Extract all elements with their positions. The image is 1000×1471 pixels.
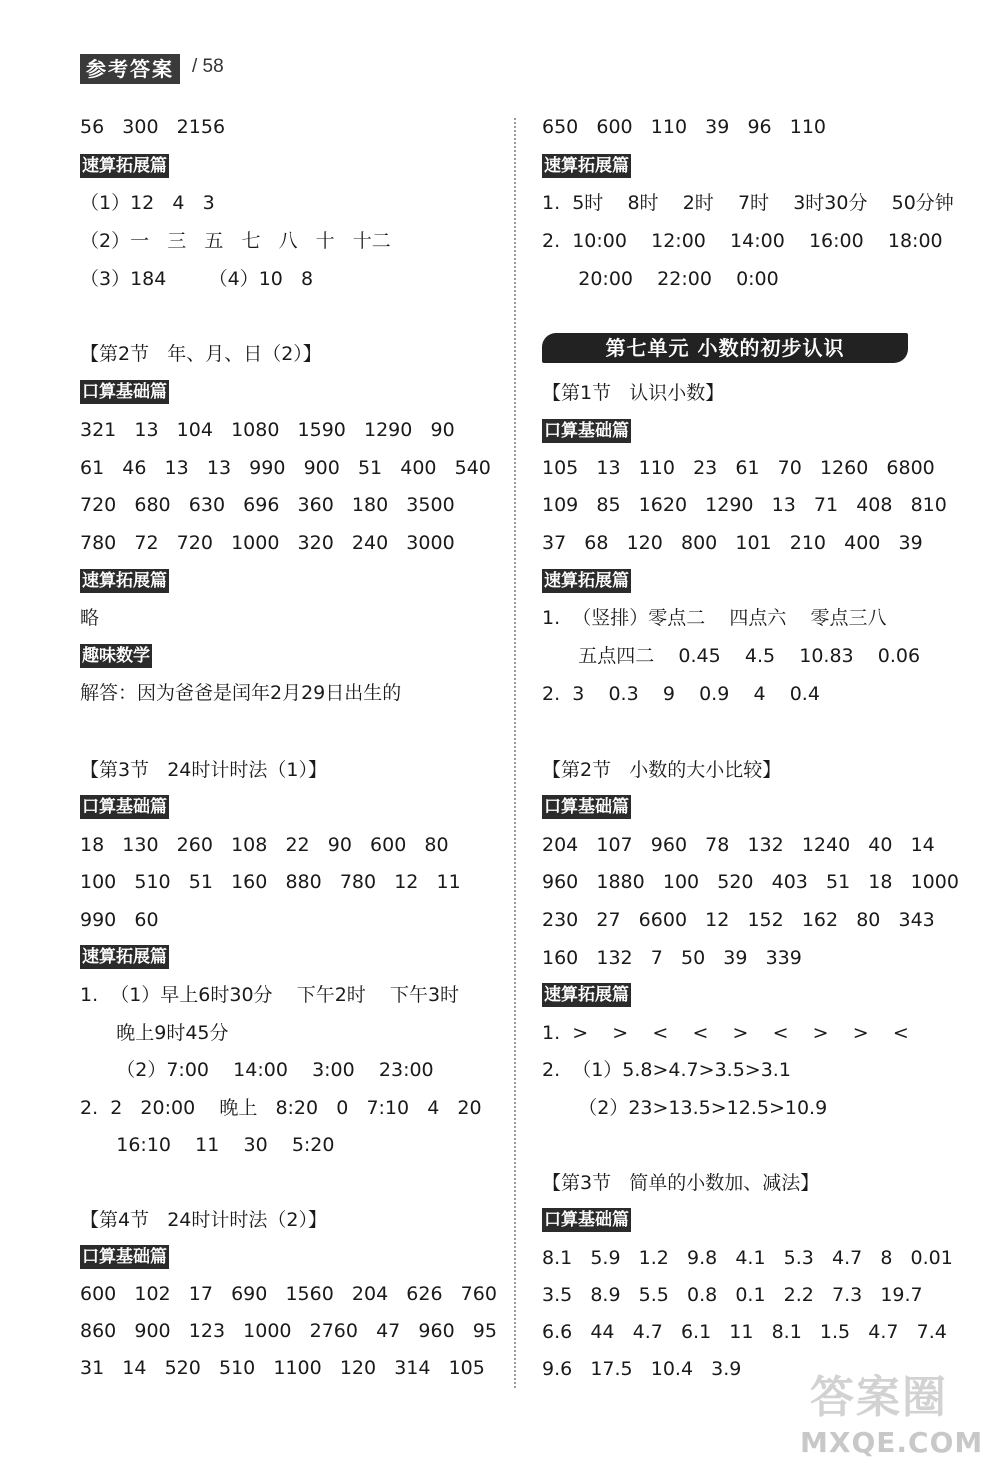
badge-speed-extension: 速算拓展篇 [544, 156, 629, 176]
answer-line: 2. 10:00 12:00 14:00 16:00 18:00 [542, 230, 943, 252]
answer-line: 990 60 [80, 909, 159, 931]
answer-line: 6.6 44 4.7 6.1 11 8.1 1.5 4.7 7.4 [542, 1321, 947, 1343]
answer-line: 20:00 22:00 0:00 [542, 268, 779, 290]
section-heading: 【第4节 24时计时法（2）】 [80, 1209, 327, 1231]
answer-line: 109 85 1620 1290 13 71 408 810 [542, 494, 947, 516]
answer-line: 3.5 8.9 5.5 0.8 0.1 2.2 7.3 19.7 [542, 1284, 923, 1306]
answer-line: 100 510 51 160 880 780 12 11 [80, 871, 461, 893]
badge-oral-basics: 口算基础篇 [544, 1210, 629, 1230]
answer-line: 720 680 630 696 360 180 3500 [80, 494, 455, 516]
badge-oral-basics: 口算基础篇 [544, 797, 629, 817]
answer-line: 1. 5时 8时 2时 7时 3时30分 50分钟 [542, 192, 954, 214]
section-heading: 【第3节 24时计时法（1）】 [80, 759, 327, 781]
answer-line: 1. （1）早上6时30分 下午2时 下午3时 [80, 984, 460, 1006]
answer-key-tag: 参考答案 [80, 54, 180, 84]
section-heading: 【第2节 小数的大小比较】 [542, 759, 782, 781]
badge-fun-math: 趣味数学 [82, 646, 150, 666]
badge-speed-extension: 速算拓展篇 [544, 985, 629, 1005]
answer-line: 56 300 2156 [80, 116, 226, 138]
answer-line: （3）184 （4）10 8 [80, 268, 314, 290]
answer-line: 略 [80, 607, 100, 629]
answer-line: 9.6 17.5 10.4 3.9 [542, 1358, 742, 1380]
watermark-brand: 答案圈 [810, 1372, 948, 1423]
badge-speed-extension: 速算拓展篇 [82, 156, 167, 176]
answer-line: 105 13 110 23 61 70 1260 6800 [542, 457, 935, 479]
badge-oral-basics: 口算基础篇 [82, 382, 167, 402]
column-divider [514, 118, 516, 1388]
badge-speed-extension: 速算拓展篇 [82, 947, 167, 967]
answer-line: 860 900 123 1000 2760 47 960 95 [80, 1320, 497, 1342]
section-heading: 【第1节 认识小数】 [542, 382, 725, 404]
answer-line: 61 46 13 13 990 900 51 400 540 [80, 457, 491, 479]
answer-line: 160 132 7 50 39 339 [542, 947, 802, 969]
answer-line: 204 107 960 78 132 1240 40 14 [542, 834, 935, 856]
badge-oral-basics: 口算基础篇 [544, 421, 629, 441]
answer-line: 31 14 520 510 1100 120 314 105 [80, 1357, 485, 1379]
answer-line: 1. > > < < > < > > < [542, 1022, 909, 1044]
answer-line: 37 68 120 800 101 210 400 39 [542, 532, 923, 554]
answer-line: 五点四二 0.45 4.5 10.83 0.06 [542, 645, 921, 667]
answer-line: 18 130 260 108 22 90 600 80 [80, 834, 449, 856]
answer-line: 8.1 5.9 1.2 9.8 4.1 5.3 4.7 8 0.01 [542, 1247, 953, 1269]
answer-line: 2. 3 0.3 9 0.9 4 0.4 [542, 683, 820, 705]
answer-line: 晚上9时45分 [80, 1022, 229, 1044]
answer-line: 16:10 11 30 5:20 [80, 1134, 335, 1156]
badge-oral-basics: 口算基础篇 [82, 1247, 167, 1267]
section-heading: 【第2节 年、月、日（2）】 [80, 343, 322, 365]
answer-line: （1）12 4 3 [80, 192, 215, 214]
answer-line: 780 72 720 1000 320 240 3000 [80, 532, 455, 554]
answer-line: （2）23>13.5>12.5>10.9 [542, 1097, 828, 1119]
watermark-url: MXQE.COM [800, 1426, 984, 1459]
badge-speed-extension: 速算拓展篇 [544, 571, 629, 591]
answer-line: 2. 2 20:00 晚上 8:20 0 7:10 4 20 [80, 1097, 482, 1119]
answer-line: （2）一 三 五 七 八 十 十二 [80, 230, 391, 252]
section-heading: 【第3节 简单的小数加、减法】 [542, 1172, 820, 1194]
unit-banner: 第七单元 小数的初步认识 [542, 333, 908, 363]
answer-line: 1. （竖排）零点二 四点六 零点三八 [542, 607, 887, 629]
watermark-logo [800, 1361, 984, 1461]
answer-line: 230 27 6600 12 152 162 80 343 [542, 909, 935, 931]
answer-line: 960 1880 100 520 403 51 18 1000 [542, 871, 959, 893]
badge-oral-basics: 口算基础篇 [82, 797, 167, 817]
badge-speed-extension: 速算拓展篇 [82, 571, 167, 591]
answer-line: 600 102 17 690 1560 204 626 760 [80, 1283, 497, 1305]
answer-line: 321 13 104 1080 1590 1290 90 [80, 419, 455, 441]
page-number: / 58 [192, 56, 224, 77]
answer-line: （2）7:00 14:00 3:00 23:00 [80, 1059, 434, 1081]
answer-line: 解答：因为爸爸是闰年2月29日出生的 [80, 682, 402, 704]
answer-line: 2. （1）5.8>4.7>3.5>3.1 [542, 1059, 791, 1081]
answer-line: 650 600 110 39 96 110 [542, 116, 827, 138]
